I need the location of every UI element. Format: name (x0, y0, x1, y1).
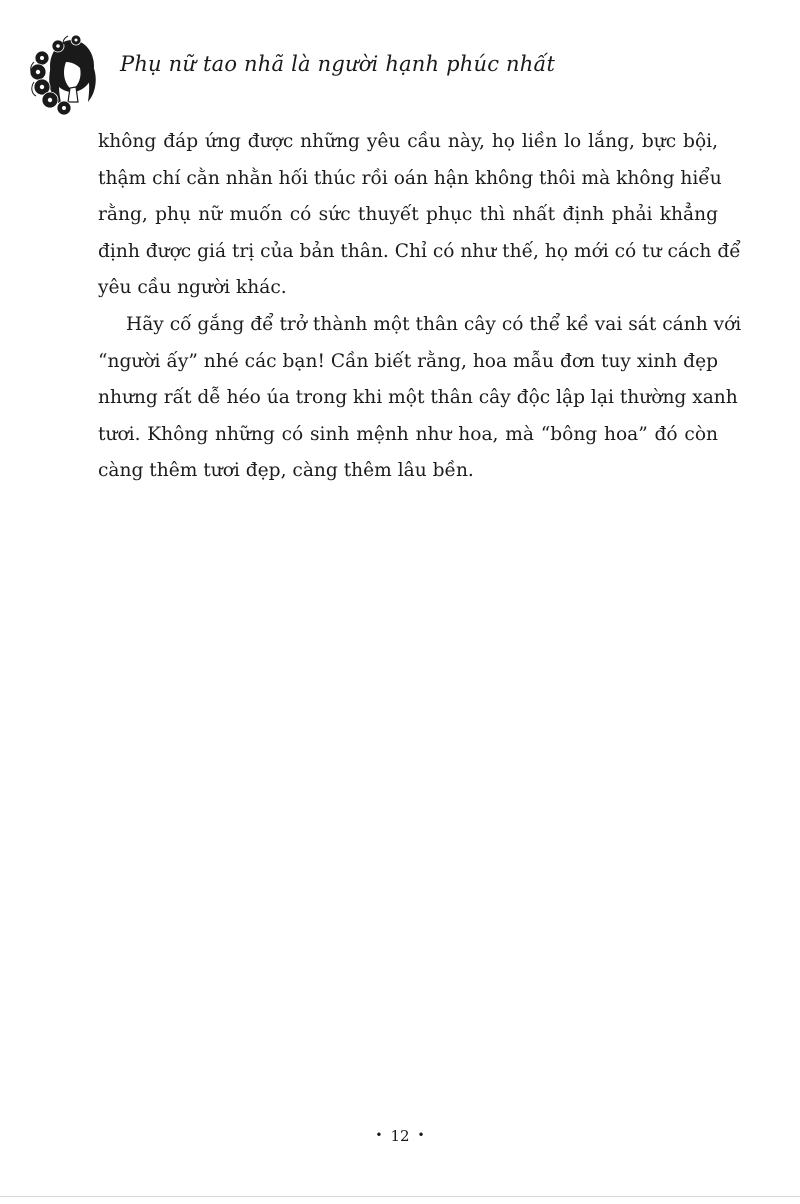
text-line: càng thêm tươi đẹp, càng thêm lâu bền. (98, 460, 474, 482)
text-line: không đáp ứng được những yêu cầu này, họ liền lo lắng, bực bội, (98, 131, 718, 152)
bullet-dot: • (417, 1128, 425, 1142)
body-text (98, 124, 742, 490)
bullet-dot: • (375, 1128, 383, 1142)
text-line: yêu cầu người khác. (98, 277, 287, 299)
woman-silhouette-flower-emblem-icon (28, 32, 112, 116)
scan-edge-line (0, 1196, 800, 1197)
page-number-footer (0, 1127, 800, 1145)
text-line: rằng, phụ nữ muốn có sức thuyết phục thì nhất định phải khẳng (98, 204, 718, 226)
page-number: 12 (390, 1127, 410, 1145)
paragraph (98, 124, 741, 307)
running-header (28, 28, 768, 118)
text-line: nhưng rất dễ héo úa trong khi một thân cây độc lập lại thường xanh (98, 387, 738, 409)
text-line: Hãy cố gắng để trở thành một thân cây có thể kề vai sát cánh với (126, 313, 742, 335)
book-title: Phụ nữ tao nhã là người hạnh phúc nhất (120, 52, 556, 76)
text-line: tươi. Không những có sinh mệnh như hoa, mà “bông hoa” đó còn (98, 423, 718, 445)
text-line: thậm chí cằn nhằn hối thúc rồi oán hận không thôi mà không hiểu (98, 167, 722, 189)
text-line: “người ấy” nhé các bạn! Cần biết rằng, hoa mẫu đơn tuy xinh đẹp (98, 350, 718, 372)
text-line: định được giá trị của bản thân. Chỉ có như thế, họ mới có tư cách để (98, 240, 741, 262)
paragraph (98, 307, 742, 490)
